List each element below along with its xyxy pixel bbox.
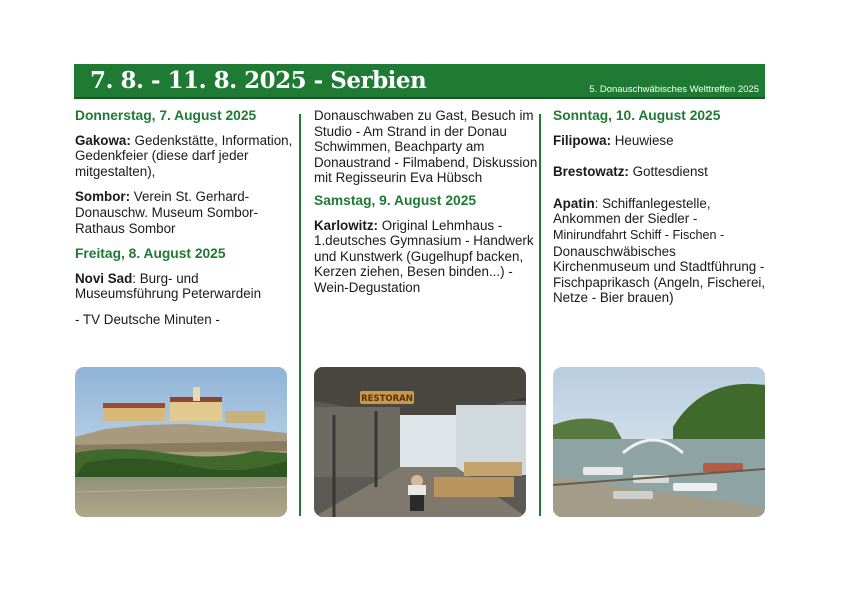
program-apatin-text-1: : Schiffanlegestelle, Ankommen der Siedler - xyxy=(553,195,711,227)
program-gakowa xyxy=(75,133,297,180)
program-tv: - TV Deutsche Minuten - xyxy=(75,311,220,327)
place-sombor: Sombor: xyxy=(75,189,131,205)
program-gakowa-text: Gedenkstätte, Information, Gedenkfeier (diese darf jeder mitgestalten), xyxy=(75,132,293,179)
column-divider-1 xyxy=(299,114,301,516)
photo-apatin-marina xyxy=(553,367,765,517)
program-sombor-text: Verein St. Gerhard- Donauschw. Museum Sombor- Rathaus Sombor xyxy=(75,189,259,236)
column-2 xyxy=(314,108,538,306)
column-3 xyxy=(553,108,775,316)
photo-restaurant-terrace xyxy=(314,367,526,517)
place-karlowitz: Karlowitz: xyxy=(314,217,378,233)
place-gakowa: Gakowa: xyxy=(75,132,131,148)
place-filipowa: Filipowa: xyxy=(553,132,612,148)
page-title: 7. 8. - 11. 8. 2025 - Serbien xyxy=(90,67,427,94)
column-1 xyxy=(75,108,297,338)
program-sombor xyxy=(75,189,297,236)
photo-petrovaradin-fortress xyxy=(75,367,287,517)
day-heading-sunday: Sonntag, 10. August 2025 xyxy=(553,108,721,123)
program-novisad-continued: Donauschwaben zu Gast, Besuch im Studio - Am Strand in der Donau Schwimmen, Beachparty am Donaustrand - Filmabend, Diskussion mit Regisseurin Eva Hübsch xyxy=(314,108,538,186)
program-apatin xyxy=(553,196,775,306)
program-karlowitz xyxy=(314,218,538,296)
banner-subtitle: 5. Donauschwäbisches Welttreffen 2025 xyxy=(589,84,759,95)
program-apatin-text-2: Minirundfahrt Schiff - Fischen - xyxy=(553,227,725,242)
program-novisad xyxy=(75,271,297,302)
program-karlowitz-text: Original Lehmhaus - 1.deutsches Gymnasium - Handwerk und Kunstwerk (Gugelhupf backen, Kerzen ziehen, Besen binden...) - Wein-Degustation xyxy=(314,217,534,295)
header-banner xyxy=(74,64,765,99)
day-heading-saturday: Samstag, 9. August 2025 xyxy=(314,192,477,208)
place-apatin: Apatin xyxy=(553,195,595,211)
place-novisad: Novi Sad xyxy=(75,270,133,286)
program-brestowatz xyxy=(553,164,775,180)
day-heading-thursday: Donnerstag, 7. August 2025 xyxy=(75,108,257,123)
program-filipowa-text: Heuwiese xyxy=(611,132,674,148)
restaurant-sign: RESTORAN xyxy=(361,394,413,404)
program-filipowa xyxy=(553,133,775,149)
program-novisad-text: : Burg- und Museumsführung Peterwardein xyxy=(75,270,262,302)
day-heading-friday: Freitag, 8. August 2025 xyxy=(75,246,226,262)
place-brestowatz: Brestowatz: xyxy=(553,164,629,180)
program-brestowatz-text: Gottesdienst xyxy=(628,164,708,180)
column-divider-2 xyxy=(539,114,541,516)
program-apatin-text-3: Donauschwäbisches Kirchenmuseum und Stadtführung - Fischpaprikasch (Angeln, Fischerei, Netze - Bier brauen) xyxy=(553,243,766,306)
